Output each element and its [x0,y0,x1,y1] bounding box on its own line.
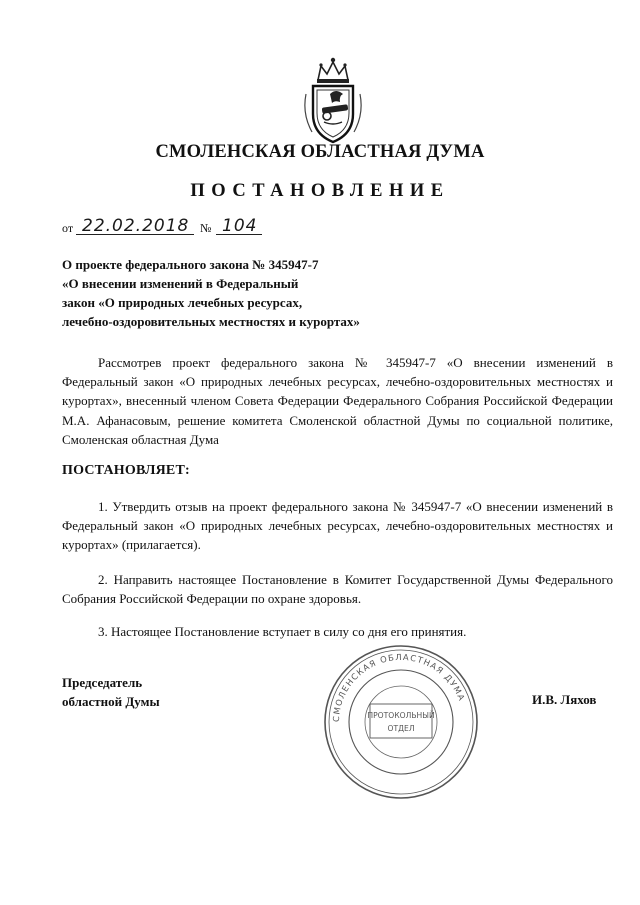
organization-title: СМОЛЕНСКАЯ ОБЛАСТНАЯ ДУМА [155,142,485,162]
signatory-name: И.В. Ляхов [532,692,597,707]
date-number-line [62,213,282,239]
number-prefix: № [200,221,212,235]
decree-item-1 [62,497,613,555]
document-subject [62,255,442,331]
handwritten-date: 22.02.2018 [82,216,190,236]
subject-line: О проекте федерального закона № 345947-7 [62,257,319,272]
decree-heading: ПОСТАНОВЛЯЕТ: [62,463,190,478]
preamble-paragraph [62,353,613,449]
handwritten-number: 104 [222,216,258,236]
document-type-heading: ПОСТАНОВЛЕНИЕ [190,181,450,201]
subject-line: «О внесении изменений в Федеральный [62,276,299,291]
decree-item-text: 3. Настоящее Постановление вступает в силу со дня его принятия. [98,624,467,639]
seal-center-line: ОТДЕЛ [387,724,415,733]
signatory-title-line: Председатель [62,675,143,690]
decree-item-2 [62,570,613,608]
subject-line: закон «О природных лечебных ресурсах, [62,295,303,310]
date-prefix: от [62,221,74,235]
subject-line: лечебно-оздоровительных местностях и курортах» [62,314,360,329]
decree-item-text: 1. Утвердить отзыв на проект федерального закона № 345947-7 «О внесении изменений в Федеральный закон «О природных лечебных ресурсах, лечебно-оздоровительных местностях и курортах» (прилагается). [62,499,613,553]
decree-item-3 [62,622,613,641]
official-round-seal-icon [322,642,480,802]
seal-center-line: ПРОТОКОЛЬНЫЙ [367,711,435,720]
seal-ring-text: СМОЛЕНСКАЯ ОБЛАСТНАЯ ДУМА [330,651,468,723]
smolensk-coat-of-arms-icon [294,54,372,146]
signatory-title-line: областной Думы [62,694,160,709]
signatory-title [62,673,160,711]
preamble-text: Рассмотрев проект федерального закона № 345947-7 «О внесении изменений в Федеральный закон «О природных лечебных ресурсах, лечебно-оздоровительных местностях и курортах», внесенный членом Совета Федерации Федерального Собрания Российской Федерации М.А. Афанасовым, решение комитета Смоленской областной Думы по социальной политике, Смоленская областная Дума [62,355,613,447]
decree-item-text: 2. Направить настоящее Постановление в Комитет Государственной Думы Федерального Собрания Российской Федерации по охране здоровья. [62,572,613,607]
